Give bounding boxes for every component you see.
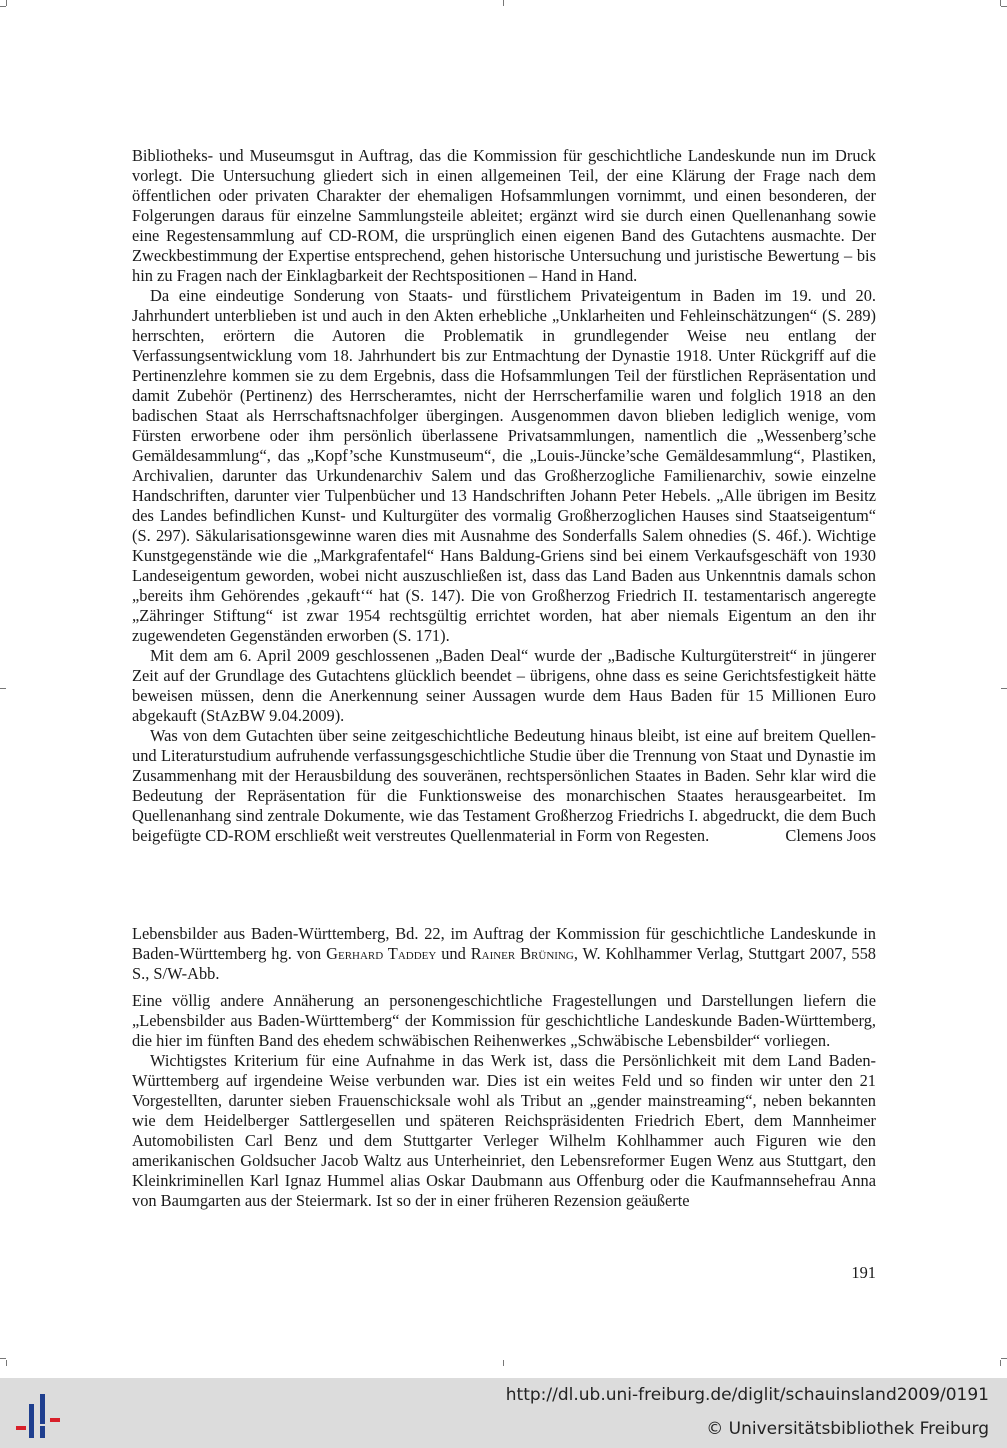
review-lebensbilder: [132, 924, 876, 1211]
document-url-link[interactable]: http://dl.ub.uni-freiburg.de/diglit/schauinsland2009/0191: [505, 1385, 989, 1405]
crop-mark: [1001, 6, 1007, 7]
crop-mark: [6, 1360, 7, 1366]
crop-mark: [1000, 1360, 1001, 1366]
paragraph: Wichtigstes Kriterium für eine Aufnahme in das Werk ist, dass die Persönlichkeit mit dem Land Baden-Württemberg auf irgendeine Weise verbunden war. Dies ist ein weites Feld und so finden wir unter den 21 Vorgestellten, darunter sieben Frauenschicksale wohl als Tribut an „gender mainstreaming“, neben bekannten wie dem Heidelberger Sattlergesellen und späteren Reichspräsidenten Friedrich Ebert, dem Mannheimer Automobilisten Carl Benz und dem Stuttgarter Verleger Wilhelm Kohlhammer auch Figuren wie den amerikanischen Goldsucher Jacob Waltz aus Unterheinriet, den Lebensreformer Eugen Wenz aus Stuttgart, den Kleinkriminellen Karl Ignaz Hummel alias Oskar Daubmann aus Offenburg oder die Kaufmannsehefrau Anna von Baumgarten aus der Steiermark. Ist so der in einer früheren Rezension geäußerte: [132, 1051, 876, 1210]
crop-mark: [1001, 688, 1007, 689]
crop-mark: [1001, 1358, 1007, 1359]
paragraph: Eine völlig andere Annäherung an personengeschichtliche Fragestellungen und Darstellungen liefern die „Lebensbilder aus Baden-Württemberg“ der Kommission für geschichtliche Landeskunde Baden-Württemberg, die hier im fünften Band des ehedem schwäbischen Reihenwerkes „Schwäbische Lebensbilder“ vorliegen.: [132, 991, 876, 1050]
paragraph: Mit dem am 6. April 2009 geschlossenen „Baden Deal“ wurde der „Badische Kulturgüterstreit“ in jüngerer Zeit auf der Grundlage des Gutachtens glücklich beendet – übrigens, ohne dass es seine Gerichtsfestigkeit hätte beweisen müssen, denn die Anerkennung seiner Aussagen wurde dem Haus Baden für 15 Millionen Euro abgekauft (StAzBW 9.04.2009).: [132, 646, 876, 725]
paragraph: Bibliotheks- und Museumsgut in Auftrag, das die Kommission für geschichtliche Landeskunde nun im Druck vorlegt. Die Untersuchung gliedert sich in einen allgemeinen Teil, der eine Klärung der Frage nach dem öffentlichen oder privaten Charakter der ehemaligen Hofsammlungen vornimmt, und einen besonderen, der Folgerungen daraus für einzelne Sammlungsteile ableitet; ergänzt wird sie durch einen Quellenanhang sowie eine Regestensammlung auf CD-ROM, die ursprünglich einen eigenen Band des Gutachtens ausmachte. Der Zweckbestimmung der Expertise entsprechend, gehen historische Untersuchung und juristische Bewertung – bis hin zu Fragen nach der Einklagbarkeit der Rechtspositionen – Hand in Hand.: [132, 146, 876, 285]
page-number: 191: [851, 1263, 876, 1282]
citation-text: und: [441, 944, 466, 963]
crop-mark: [0, 688, 6, 689]
reviewer-signature: Clemens Joos: [785, 826, 876, 845]
ub-freiburg-logo-icon: [12, 1388, 64, 1440]
citation-text: Lebensbilder aus Baden-Württemberg, Bd. 22, im Auftrag der Kommission für geschichtliche Landeskunde in Baden-Württemberg hg. von: [132, 924, 876, 963]
book-citation: [132, 924, 876, 984]
review-clemens-joos: [132, 146, 876, 846]
crop-mark: [503, 0, 504, 6]
copyright-notice: © Universitätsbibliothek Freiburg: [706, 1419, 989, 1439]
paragraph: Da eine eindeutige Sonderung von Staats- und fürstlichem Privateigentum in Baden im 19. und 20. Jahrhundert unterblieben ist und auch in den Akten erhebliche „Unklarheiten und Fehleinschätzungen“ (S. 289) herrschten, erörtern die Autoren die Problematik in grundlegender Weise neu entlang der Verfassungsentwicklung vom 18. Jahrhundert bis zur Entmachtung der Dynastie 1918. Unter Rückgriff auf die Pertinenzlehre kommen sie zu dem Ergebnis, dass die Hofsammlungen Teil der fürstlichen Repräsentation und damit Zubehör (Pertinenz) des Herrscheramtes, nicht der Herrscherfamilie waren und folglich 1918 an den badischen Staat als Herrschaftsnachfolger übergingen. Ausgenommen davon blieben lediglich wenige, vom Fürsten erworbene oder ihm persönlich überlassene Privatsammlungen, namentlich die „Wessenberg’sche Gemäldesammlung“, das „Kopf’sche Kunstmuseum“, die „Louis-Jüncke’sche Gemäldesammlung“, Plastiken, Archivalien, darunter das Urkundenarchiv Salem und das Großherzogliche Familienarchiv, sowie einzelne Handschriften, darunter vier Tulpenbücher und 13 Handschriften Johann Peter Hebels. „Alle übrigen im Besitz des Landes befindlichen Kunst- und Kulturgüter des vormalig Großherzoglichen Hauses sind Staatseigentum“ (S. 297). Säkularisationsgewinne waren dies mit Ausnahme des Sonderfalls Salem ohnedies (S. 46f.). Wichtige Kunstgegenstände wie die „Markgrafentafel“ Hans Baldung-Griens sind bei einem Verkaufsgeschäft von 1930 Landeseigentum geworden, wobei nicht auszuschließen ist, dass das Land Baden aus Unkenntnis damals schon „bereits ihm Gehörendes ‚gekauft‘“ hat (S. 147). Die von Großherzog Friedrich II. testamentarisch angeregte „Zähringer Stiftung“ ist zwar 1954 rechtsgültig errichtet worden, hat aber niemals Eigentum an den ihr zugewendeten Gegenständen erworben (S. 171).: [132, 286, 876, 645]
footer-bar: [0, 1378, 1007, 1448]
citation-text: , W. Kohlhammer Verlag, Stuttgart 2007, 558 S., S/W-Abb.: [132, 944, 876, 983]
crop-mark: [503, 1360, 504, 1366]
crop-mark: [0, 1358, 6, 1359]
crop-mark: [0, 6, 6, 7]
editor-name: Gerhard Taddey: [326, 944, 437, 963]
paragraph-text: Was von dem Gutachten über seine zeitgeschichtliche Bedeutung hinaus bleibt, ist eine auf breitem Quellen- und Literaturstudium aufruhende verfassungsgeschichtliche Studie über die Trennung von Staat und Dynastie im Zusammenhang mit der Herausbildung des souveränen, rechtspersönlichen Staates in Baden. Sehr klar wird die Bedeutung der Repräsentation für die Funktionsweise des monarchischen Staates herausgearbeitet. Im Quellenanhang sind zentrale Dokumente, wie das Testament Großherzog Friedrichs I. abgedruckt, die dem Buch beigefügte CD-ROM erschließt weit verstreutes Quellenmaterial in Form von Regesten.: [132, 726, 876, 845]
editor-name: Rainer Brüning: [470, 944, 574, 963]
crop-mark: [6, 0, 7, 6]
paragraph-with-signature: [132, 726, 876, 846]
